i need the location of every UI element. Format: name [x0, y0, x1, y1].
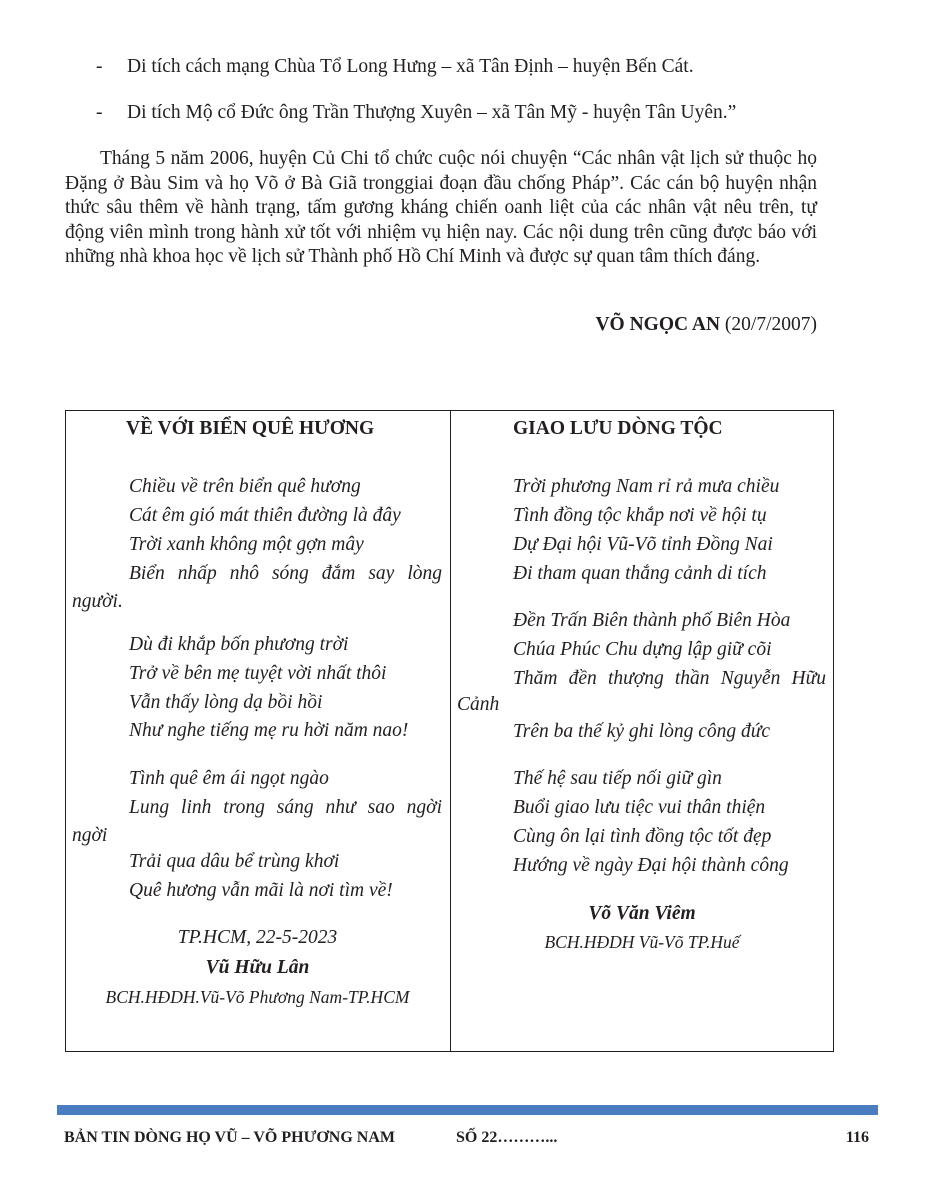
left-poem-line: Dù đi khắp bốn phương trời [129, 634, 349, 655]
right-poem-line: Trên ba thế kỷ ghi lòng công đức [513, 721, 771, 742]
left-poem-line: Biển nhấp nhô sóng đắm say lòng [129, 563, 442, 584]
left-poem-affiliation: BCH.HĐDH.Vũ-Võ Phương Nam-TP.HCM [105, 987, 410, 1007]
left-poem-line: Trải qua dâu bể trùng khơi [129, 851, 340, 872]
left-poem-line: Lung linh trong sáng như sao ngời [129, 797, 442, 818]
right-poem-line: Cảnh [457, 694, 500, 715]
right-poem-author: Võ Văn Viêm [588, 903, 696, 924]
right-poem-line: Thăm đền thượng thần Nguyễn Hữu [513, 668, 826, 689]
right-poem-line: Trời phương Nam rỉ rả mưa chiều [513, 476, 780, 497]
right-poem-line: Thế hệ sau tiếp nối giữ gìn [513, 768, 722, 789]
right-poem-line: Hướng về ngày Đại hội thành công [513, 855, 789, 876]
right-poem-line: Dự Đại hội Vũ-Võ tỉnh Đồng Nai [513, 534, 773, 555]
footer-bar [57, 1105, 878, 1115]
bullet-text: Di tích Mộ cổ Đức ông Trần Thượng Xuyên – xã Tân Mỹ - huyện Tân Uyên.” [127, 102, 737, 123]
left-poem-author: Vũ Hữu Lân [205, 957, 310, 978]
left-poem-line: Trời xanh không một gợn mây [129, 534, 364, 555]
bullet-text: Di tích cách mạng Chùa Tổ Long Hưng – xã Tân Định – huyện Bến Cát. [127, 56, 694, 77]
signature-date: (20/7/2007) [724, 314, 817, 335]
paragraph-text: Tháng 5 năm 2006, huyện Củ Chi tổ chức cuộc nói chuyện “Các nhân vật lịch sử thuộc họ Đặng ở Bàu Sim và họ Võ ở Bà Giã tronggiai đoạn đầu chống Pháp”. Các cán bộ huyện nhận thức sâu thêm về hành trạng, tấm gương kháng chiến oanh liệt của các nhân vật nêu trên, tự động viên mình trong hành xử tốt với nhiệm vụ hiện nay. Các nội dung trên cũng được báo với những nhà khoa học về lịch sử Thành phố Hồ Chí Minh và được sự quan tâm thích đáng. [65, 148, 817, 268]
left-poem-place-date: TP.HCM, 22-5-2023 [177, 927, 338, 948]
left-poem-line: Quê hương vẫn mãi là nơi tìm về! [129, 880, 393, 901]
left-poem-line: Chiều về trên biển quê hương [129, 476, 361, 497]
right-poem-line: Buổi giao lưu tiệc vui thân thiện [513, 797, 766, 818]
signature-name: VÕ NGỌC AN [595, 314, 721, 335]
footer-issue: SỐ 22………... [456, 1129, 558, 1146]
right-poem-line: Đi tham quan thắng cảnh di tích [513, 563, 767, 584]
right-poem-affiliation: BCH.HĐDH Vũ-Võ TP.Huế [544, 932, 740, 952]
left-poem-line: Trở về bên mẹ tuyệt vời nhất thôi [129, 663, 387, 684]
footer-page-number: 116 [845, 1129, 869, 1146]
bullet-dash: - [96, 56, 103, 77]
right-poem-line: Đền Trấn Biên thành phố Biên Hòa [513, 610, 791, 631]
left-poem-line: Cát êm gió mát thiên đường là đây [129, 505, 401, 526]
left-poem-line: ngời [72, 825, 108, 846]
footer-publication: BẢN TIN DÒNG HỌ VŨ – VÕ PHƯƠNG NAM [64, 1129, 395, 1146]
right-poem-title: GIAO LƯU DÒNG TỘC [513, 418, 723, 439]
left-poem-title: VỀ VỚI BIỂN QUÊ HƯƠNG [126, 418, 375, 439]
right-poem-line: Cùng ôn lại tình đồng tộc tốt đẹp [513, 826, 772, 847]
article-signature [595, 314, 817, 336]
left-poem-line: người. [72, 591, 123, 612]
left-poem-line: Như nghe tiếng mẹ ru hời năm nao! [129, 720, 409, 741]
right-poem-line: Chúa Phúc Chu dựng lập giữ cõi [513, 639, 772, 660]
bullet-dash: - [96, 102, 103, 123]
body-paragraph [65, 147, 817, 270]
left-poem-line: Vẫn thấy lòng dạ bồi hồi [129, 692, 323, 713]
left-poem-line: Tình quê êm ái ngọt ngào [129, 768, 329, 789]
poem-divider [450, 410, 451, 1052]
right-poem-line: Tình đồng tộc khắp nơi về hội tụ [513, 505, 767, 526]
